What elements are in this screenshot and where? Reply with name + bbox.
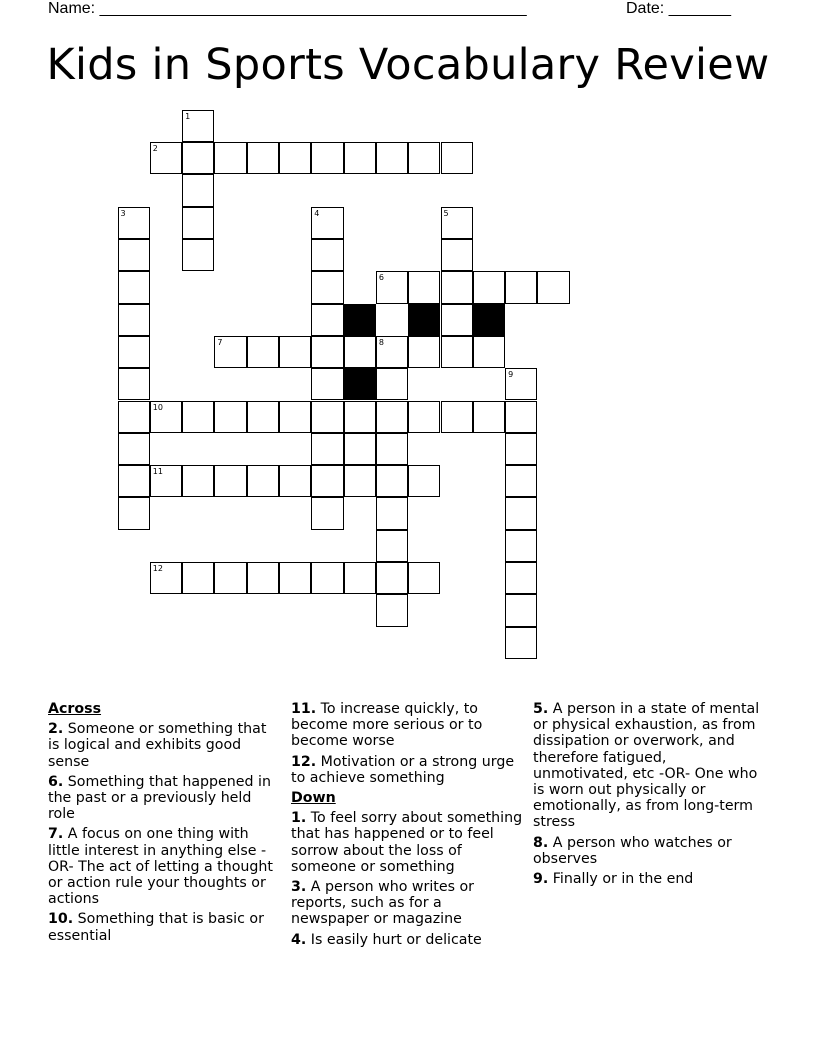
crossword-cell[interactable] xyxy=(344,336,376,368)
crossword-cell[interactable] xyxy=(505,562,537,594)
crossword-cell[interactable] xyxy=(376,142,408,174)
crossword-cell[interactable] xyxy=(441,142,473,174)
crossword-cell[interactable] xyxy=(311,401,343,433)
crossword-cell[interactable] xyxy=(441,336,473,368)
clue-number: 4 xyxy=(314,208,320,218)
crossword-black-cell xyxy=(344,304,376,336)
crossword-cell[interactable] xyxy=(182,562,214,594)
crossword-cell[interactable] xyxy=(441,271,473,303)
clue-down-9: 9. Finally or in the end xyxy=(533,871,694,888)
crossword-cell[interactable] xyxy=(118,336,150,368)
crossword-cell[interactable] xyxy=(311,271,343,303)
crossword-cell[interactable] xyxy=(247,142,279,174)
crossword-cell[interactable] xyxy=(505,627,537,659)
crossword-cell[interactable] xyxy=(408,562,440,594)
crossword-cell[interactable] xyxy=(344,562,376,594)
clue-number: 3 xyxy=(120,208,126,218)
crossword-cell[interactable] xyxy=(118,271,150,303)
clue-number: 12 xyxy=(152,564,163,573)
clue-number: 9 xyxy=(508,370,514,380)
crossword-cell[interactable] xyxy=(505,401,537,433)
crossword-cell[interactable] xyxy=(376,497,408,529)
crossword-cell[interactable] xyxy=(473,336,505,368)
down-heading: Down xyxy=(291,790,336,807)
crossword-cell[interactable] xyxy=(150,562,182,594)
across-heading: Across xyxy=(48,701,102,717)
crossword-cell[interactable] xyxy=(505,497,537,529)
crossword-cell[interactable] xyxy=(408,336,440,368)
crossword-cell[interactable] xyxy=(408,271,440,303)
clue-down-8: 8. A person who watches or observes xyxy=(533,834,732,867)
crossword-cell[interactable] xyxy=(214,142,246,174)
clues-column-3 xyxy=(533,701,765,891)
crossword-cell[interactable] xyxy=(279,562,311,594)
crossword-cell[interactable] xyxy=(118,465,150,497)
crossword-cell[interactable] xyxy=(376,465,408,497)
clue-number: 2 xyxy=(152,144,158,154)
crossword-cell[interactable] xyxy=(214,562,246,594)
crossword-cell[interactable] xyxy=(311,142,343,174)
clue-number: 6 xyxy=(378,273,384,283)
clues-column-2 xyxy=(291,701,523,952)
crossword-cell[interactable] xyxy=(344,401,376,433)
crossword-cell[interactable] xyxy=(505,594,537,626)
crossword-cell[interactable] xyxy=(118,401,150,433)
crossword-cell[interactable] xyxy=(118,304,150,336)
crossword-cell[interactable] xyxy=(279,142,311,174)
crossword-cell[interactable] xyxy=(376,433,408,465)
crossword-cell[interactable] xyxy=(118,433,150,465)
crossword-cell[interactable] xyxy=(118,497,150,529)
crossword-cell[interactable] xyxy=(408,401,440,433)
crossword-cell[interactable] xyxy=(311,304,343,336)
crossword-cell[interactable] xyxy=(279,465,311,497)
clue-across-12: 12. Motivation or a strong urge to achieve something xyxy=(291,753,515,786)
crossword-cell[interactable] xyxy=(441,401,473,433)
crossword-cell[interactable] xyxy=(311,368,343,400)
crossword-cell[interactable] xyxy=(311,562,343,594)
clue-across-6: 6. Something that happened in the past or a previously held role xyxy=(48,773,271,823)
clue-number: 1 xyxy=(185,111,191,121)
crossword-cell[interactable] xyxy=(311,239,343,271)
clue-number: 10 xyxy=(152,402,163,412)
crossword-cell[interactable] xyxy=(344,465,376,497)
crossword-cell[interactable] xyxy=(118,239,150,271)
clue-across-2: 2. Someone or something that is logical and exhibits good sense xyxy=(48,721,267,770)
crossword-cell[interactable] xyxy=(182,110,214,142)
crossword-cell[interactable] xyxy=(376,368,408,400)
crossword-cell[interactable] xyxy=(473,271,505,303)
crossword-cell[interactable] xyxy=(376,271,408,303)
crossword-cell[interactable] xyxy=(376,336,408,368)
crossword-black-cell xyxy=(408,304,440,336)
crossword-cell[interactable] xyxy=(150,401,182,433)
crossword-cell[interactable] xyxy=(247,562,279,594)
crossword-cell[interactable] xyxy=(247,336,279,368)
crossword-cell[interactable] xyxy=(537,271,569,303)
clues-column-1 xyxy=(48,701,280,948)
crossword-cell[interactable] xyxy=(182,174,214,206)
crossword-cell[interactable] xyxy=(344,433,376,465)
date-field[interactable]: Date: _______ xyxy=(626,0,731,17)
clue-across-11: 11. To increase quickly, to become more serious or to become worse xyxy=(291,701,483,750)
crossword-cell[interactable] xyxy=(441,304,473,336)
clue-number: 7 xyxy=(217,337,223,347)
crossword-cell[interactable] xyxy=(311,207,343,239)
clue-across-10: 10. Something that is basic or essential xyxy=(48,911,264,944)
crossword-cell[interactable] xyxy=(214,401,246,433)
crossword-cell[interactable] xyxy=(344,142,376,174)
clue-down-1: 1. To feel sorry about something that has happened or to feel sorrow about the loss of someone or something xyxy=(291,810,523,875)
crossword-cell[interactable] xyxy=(150,465,182,497)
crossword-cell[interactable] xyxy=(408,142,440,174)
crossword-cell[interactable] xyxy=(118,207,150,239)
crossword-black-cell xyxy=(344,368,376,400)
crossword-cell[interactable] xyxy=(311,336,343,368)
clue-across-7: 7. A focus on one thing with little interest in anything else - OR- The act of letting a thought or action rule your thoughts or actions xyxy=(48,826,273,908)
crossword-cell[interactable] xyxy=(214,336,246,368)
crossword-cell[interactable] xyxy=(279,401,311,433)
crossword-cell[interactable] xyxy=(182,142,214,174)
name-field[interactable]: Name: ________________________________________________ xyxy=(48,0,527,17)
crossword-cell[interactable] xyxy=(473,401,505,433)
crossword-cell[interactable] xyxy=(408,465,440,497)
crossword-cell[interactable] xyxy=(376,401,408,433)
crossword-cell[interactable] xyxy=(376,530,408,562)
clue-down-5: 5. A person in a state of mental or physical exhaustion, as from dissipation or overwork, and therefore fatigued, unmotivated, etc -OR- One who is worn out physically or emotionally, as from long-term stress xyxy=(533,701,760,831)
crossword-black-cell xyxy=(473,304,505,336)
crossword-cell[interactable] xyxy=(376,562,408,594)
crossword-cell[interactable] xyxy=(182,207,214,239)
crossword-cell[interactable] xyxy=(182,401,214,433)
crossword-cell[interactable] xyxy=(441,239,473,271)
crossword-cell[interactable] xyxy=(247,401,279,433)
clue-number: 5 xyxy=(443,208,449,218)
crossword-cell[interactable] xyxy=(505,530,537,562)
crossword-cell[interactable] xyxy=(441,207,473,239)
crossword-cell[interactable] xyxy=(505,271,537,303)
crossword-cell[interactable] xyxy=(505,368,537,400)
crossword-cell[interactable] xyxy=(311,497,343,529)
crossword-cell[interactable] xyxy=(247,465,279,497)
crossword-cell[interactable] xyxy=(182,465,214,497)
crossword-cell[interactable] xyxy=(376,594,408,626)
crossword-cell[interactable] xyxy=(505,433,537,465)
crossword-cell[interactable] xyxy=(118,368,150,400)
crossword-cell[interactable] xyxy=(311,465,343,497)
crossword-cell[interactable] xyxy=(311,433,343,465)
crossword-cell[interactable] xyxy=(214,465,246,497)
crossword-cell[interactable] xyxy=(150,142,182,174)
clue-down-4: 4. Is easily hurt or delicate xyxy=(291,931,482,948)
page-title: Kids in Sports Vocabulary Review xyxy=(46,40,770,90)
clue-number: 11 xyxy=(152,467,163,477)
crossword-cell[interactable] xyxy=(505,465,537,497)
clue-down-3: 3. A person who writes or reports, such as for a newspaper or magazine xyxy=(291,879,475,928)
crossword-cell[interactable] xyxy=(279,336,311,368)
crossword-cell[interactable] xyxy=(182,239,214,271)
clue-number: 8 xyxy=(378,337,384,347)
